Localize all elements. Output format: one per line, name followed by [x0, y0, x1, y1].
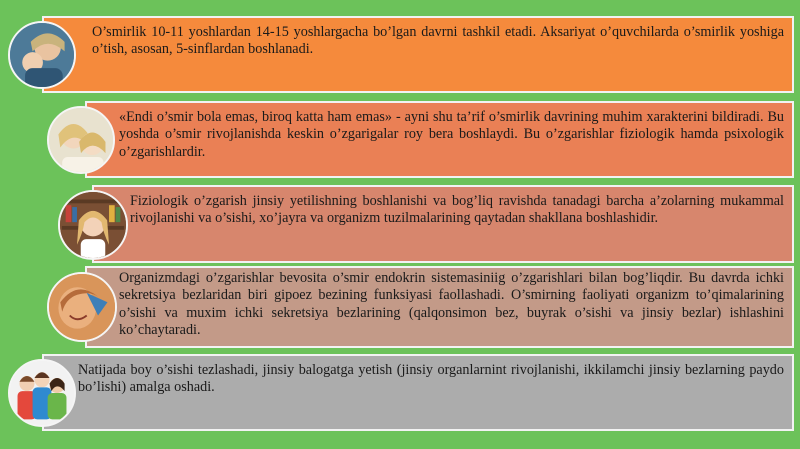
photo-group-teens-icon [8, 359, 76, 427]
photo-girls-icon [47, 106, 115, 174]
photo-smiling-teen-icon [47, 272, 117, 342]
info-text-4: Organizmdagi o’zgarishlar bevosita o’smir endokrin sistemasiniig o’zgarishlari bilan bog’liqdir. Bu davrda ichki sekretsiya bezlaridan biri gipoez bezining funksiyasi faollashadi. O’smirning faoliyati organizm to’qimalarining o’sishi va muxim ichki sekretsiya bezlarining (qalqonsimon bez, buyrak o’sishi va jinsiy bezlar) ishlashini ko’chaytaradi. [119, 270, 784, 339]
info-text-2: «Endi o’smir bola emas, biroq katta ham emas» - ayni shu ta’rif o’smirlik davrining muhim xarakterini bildiradi. Bu yoshda o’smir rivojlanishda keskin o’zgarigalar roy bera boshlaydi. Bu o’zgarishlar fiziologik hamda psixologik o’zgarishlardir. [119, 109, 784, 160]
info-box-4 [85, 266, 794, 348]
info-box-2 [85, 101, 794, 178]
info-box-5 [42, 354, 794, 431]
photo-child-icon [8, 21, 76, 89]
info-box-3 [92, 185, 794, 263]
info-text-1: O’smirlik 10-11 yoshlardan 14-15 yoshlargacha bo’lgan davrni tashkil etadi. Aksariyat o’quvchilarda o’smirlik yoshiga o’tish, asosan, 5-sinflardan boshlanadi. [92, 24, 784, 58]
info-text-5: Natijada boy o’sishi tezlashadi, jinsiy balogatga yetish (jinsiy organlarnint rivojlanishi, ikkilamchi jinsiy bezlarning paydo bo’lishi) amalga oshadi. [78, 362, 784, 396]
photo-library-girl-icon [58, 190, 128, 260]
info-text-3: Fiziologik o’zgarish jinsiy yetilishning boshlanishi va bog’liq ravishda tanadagi barcha a’zolarning mukammal rivojlanishi va o’sishi, xo’jayra va organizm tuzilmalarining qaytadan shakllana boshlashidir. [130, 193, 784, 227]
info-box-1 [42, 16, 794, 93]
